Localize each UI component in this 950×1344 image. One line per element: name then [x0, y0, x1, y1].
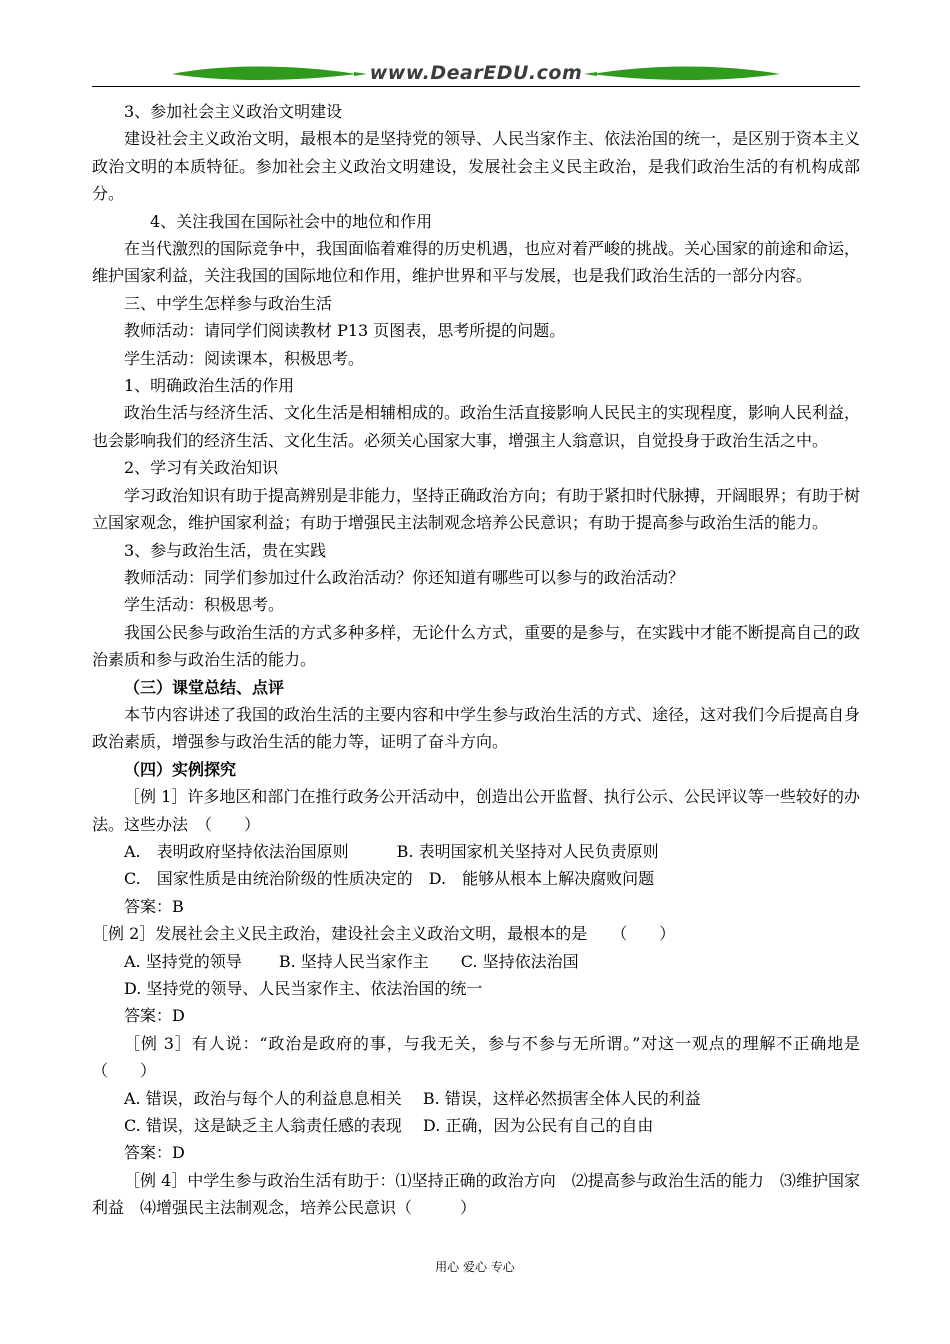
paragraph: D. 坚持党的领导、人民当家作主、依法治国的统一 [124, 979, 483, 998]
paragraph: （三）课堂总结、点评 [124, 677, 285, 697]
paragraph: A. 表明政府坚持依法治国原则 B. 表明国家机关坚持对人民负责原则 [124, 841, 659, 861]
paragraph: 1、明确政治生活的作用 [124, 376, 295, 396]
site-name: www.DearEDU.com [369, 62, 583, 84]
paragraph: 答案：D [124, 1143, 185, 1163]
paragraph: ［例 3］有人说：“政治是政府的事，与我无关，参与不参与无所谓。”对这一观点的理解不正确地是（ ） [92, 1033, 860, 1081]
paragraph: 建设社会主义政治文明，最根本的是坚持党的领导、人民当家作主、依法治国的统一，是区别于资本主义政治文明的本质特征。参加社会主义政治文明建设，发展社会主义民主政治，是我们政治生活的有机构成部分。 [92, 129, 861, 204]
paragraph: 学生活动：积极思考。 [124, 595, 285, 615]
paragraph: 政治生活与经济生活、文化生活是相辅相成的。政治生活直接影响人民民主的实现程度，影响人民利益，也会影响我们的经济生活、文化生活。必须关心国家大事，增强主人翁意识，自觉投身于政治生活之中。 [92, 403, 861, 450]
paragraph: 答案：D [124, 1006, 185, 1026]
paragraph: （四）实例探究 [124, 759, 237, 779]
paragraph: C. 国家性质是由统治阶级的性质决定的 D. 能够从根本上解决腐败问题 [124, 869, 655, 889]
paragraph: ［例 2］发展社会主义民主政治，建设社会主义政治文明，最根本的是 （ ） [92, 924, 676, 944]
paragraph: 在当代激烈的国际竞争中，我国面临着难得的历史机遇，也应对着严峻的挑战。关心国家的前途和命运，维护国家利益，关注我国的国际地位和作用，维护世界和平与发展，也是我们政治生活的一部分内容。 [92, 239, 861, 286]
paragraph: 3、参与政治生活，贵在实践 [124, 540, 327, 560]
document-body [92, 98, 860, 1222]
paragraph: 我国公民参与政治生活的方式多种多样，无论什么方式，重要的是参与，在实践中才能不断提高自己的政治素质和参与政治生活的能力。 [92, 622, 861, 670]
paragraph: ［例 4］中学生参与政治生活有助于：⑴坚持正确的政治方向 ⑵提高参与政治生活的能力 ⑶维护国家利益 ⑷增强民主法制观念，培养公民意识（ ） [92, 1170, 860, 1218]
paragraph: 教师活动：请同学们阅读教材 P13 页图表，思考所提的问题。 [124, 321, 566, 341]
paragraph: 三、中学生怎样参与政治生活 [124, 293, 333, 313]
page-footer: 用心 爱心 专心 [435, 1260, 515, 1274]
paragraph: 3、参加社会主义政治文明建设 [124, 102, 343, 121]
paragraph: 学生活动：阅读课本，积极思考。 [124, 348, 365, 368]
paragraph: 答案：B [124, 896, 184, 916]
paragraph: A. 错误，政治与每个人的利益息息相关 B. 错误，这样必然损害全体人民的利益 [124, 1088, 701, 1108]
paragraph: A. 坚持党的领导 B. 坚持人民当家作主 C. 坚持依法治国 [124, 951, 579, 971]
paragraph: C. 错误，这是缺乏主人翁责任感的表现 D. 正确，因为公民有自己的自由 [124, 1116, 654, 1136]
paragraph: 4、关注我国在国际社会中的地位和作用 [150, 211, 433, 231]
paragraph: 2、学习有关政治知识 [124, 458, 279, 478]
paragraph: ［例 1］许多地区和部门在推行政务公开活动中，创造出公开监督、执行公示、公民评议等一些较好的办法。这些办法 （ ） [92, 787, 860, 834]
page-header [92, 60, 860, 92]
paragraph: 教师活动：同学们参加过什么政治活动？你还知道有哪些可以参与的政治活动？ [124, 567, 685, 587]
paragraph: 本节内容讲述了我国的政治生活的主要内容和中学生参与政治生活的方式、途径，这对我们今后提高自身政治素质，增强参与政治生活的能力等，证明了奋斗方向。 [92, 704, 861, 752]
header-rule [92, 86, 860, 87]
paragraph: 学习政治知识有助于提高辨别是非能力，坚持正确政治方向；有助于紧扣时代脉搏，开阔眼界；有助于树立国家观念，维护国家利益；有助于增强民主法制观念培养公民意识；有助于提高参与政治生活的能力。 [92, 485, 861, 533]
